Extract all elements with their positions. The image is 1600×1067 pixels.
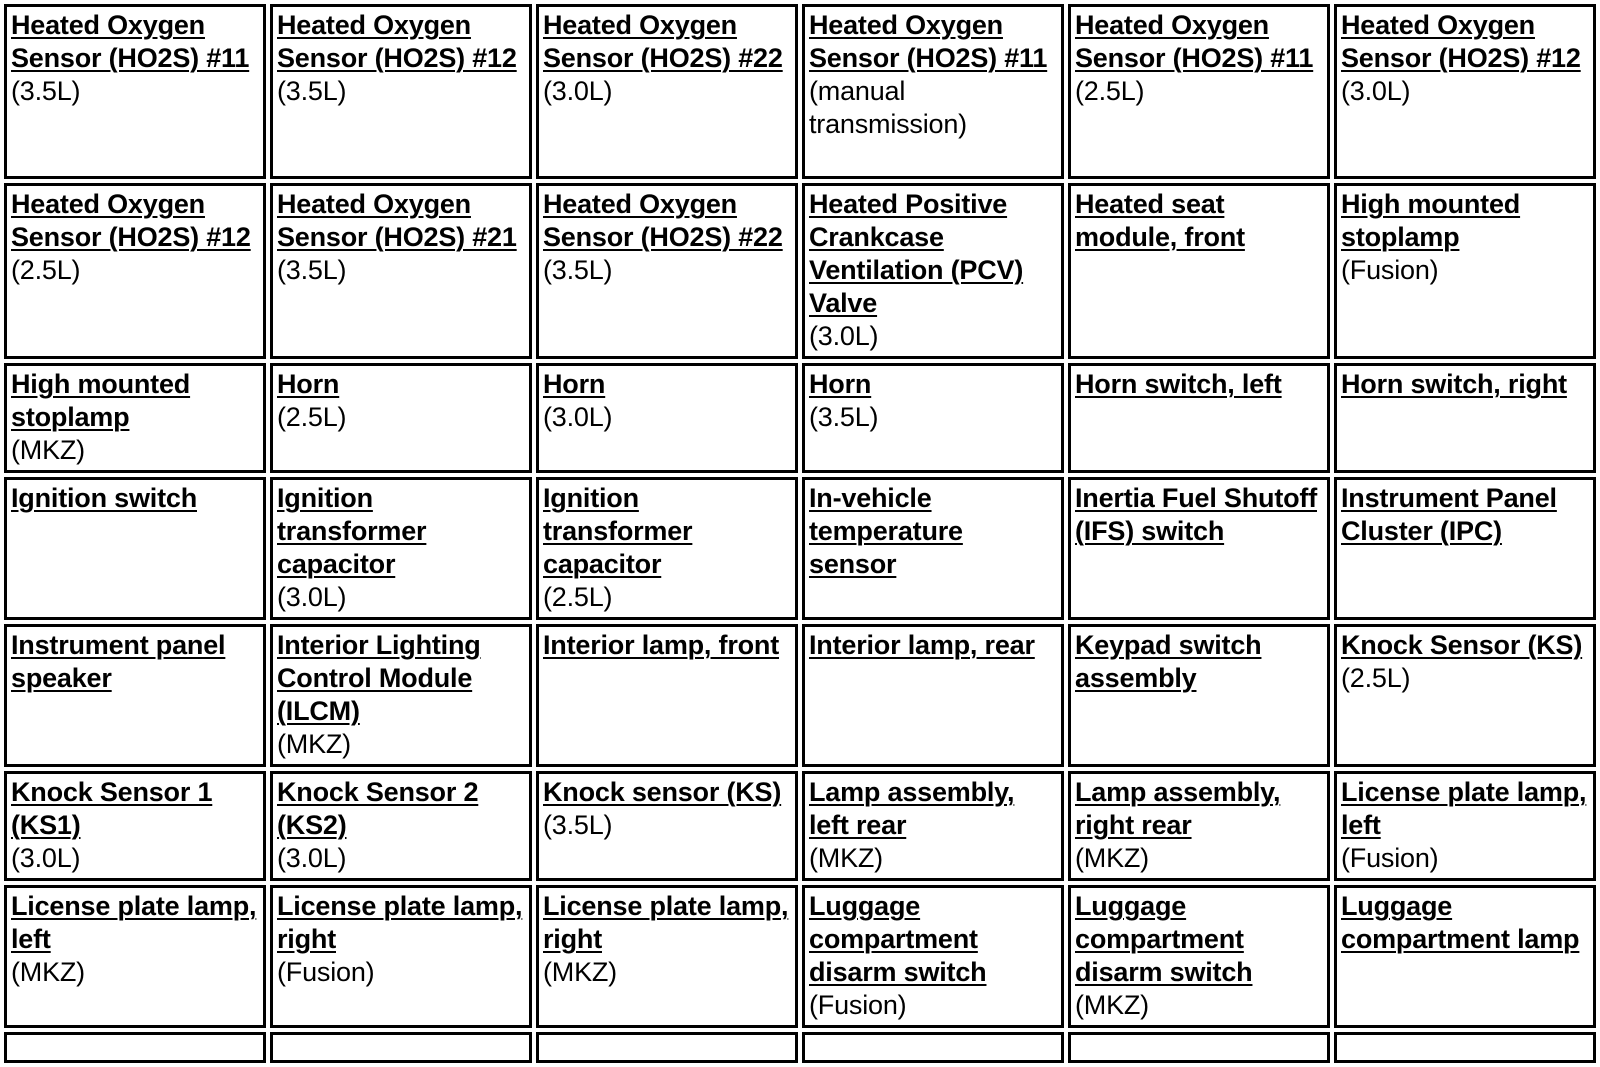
component-link[interactable]: License plate lamp, left (1341, 777, 1587, 840)
component-link[interactable]: Heated Oxygen Sensor (HO2S) #12 (277, 10, 517, 73)
table-cell (1334, 363, 1596, 473)
table-cell (1068, 4, 1330, 179)
component-link[interactable]: Horn (543, 369, 606, 399)
table-row (4, 624, 1596, 767)
component-link[interactable]: License plate lamp, right (543, 891, 789, 954)
component-link[interactable]: Ignition transformer capacitor (277, 483, 427, 579)
component-variant: (Fusion) (277, 957, 375, 987)
table-cell (802, 183, 1064, 359)
component-variant: (3.5L) (543, 255, 613, 285)
table-row (4, 4, 1596, 179)
table-cell (270, 771, 532, 881)
table-cell (802, 1032, 1064, 1063)
table-cell (270, 363, 532, 473)
table-row-partial (4, 1032, 1596, 1063)
component-variant: (3.0L) (277, 843, 347, 873)
component-link[interactable]: Horn switch, right (1341, 369, 1567, 399)
component-link[interactable]: Interior lamp, front (543, 630, 780, 660)
table-cell (1334, 4, 1596, 179)
table-cell (4, 477, 266, 620)
table-cell (1068, 1032, 1330, 1063)
component-variant: (2.5L) (1075, 76, 1145, 106)
table-cell (4, 4, 266, 179)
component-link[interactable]: Heated Oxygen Sensor (HO2S) #11 (1075, 10, 1314, 73)
component-link[interactable]: Luggage compartment disarm switch (809, 891, 987, 987)
table-cell (270, 4, 532, 179)
component-link[interactable]: Instrument Panel Cluster (IPC) (1341, 483, 1557, 546)
component-link[interactable]: Heated Oxygen Sensor (HO2S) #11 (11, 10, 250, 73)
component-variant: (3.0L) (1341, 76, 1411, 106)
component-variant: (2.5L) (11, 255, 81, 285)
component-link[interactable]: Ignition switch (11, 483, 197, 513)
table-cell (270, 885, 532, 1028)
component-variant: (MKZ) (1075, 843, 1149, 873)
component-variant: (3.5L) (809, 402, 879, 432)
component-link[interactable]: Interior Lighting Control Module (ILCM) (277, 630, 481, 726)
component-link[interactable]: Horn switch, left (1075, 369, 1282, 399)
component-variant: (2.5L) (1341, 663, 1411, 693)
table-cell (802, 4, 1064, 179)
component-link[interactable]: Knock Sensor (KS) (1341, 630, 1583, 660)
component-link[interactable]: Horn (277, 369, 340, 399)
component-link[interactable]: Heated Oxygen Sensor (HO2S) #22 (543, 10, 783, 73)
table-cell (802, 477, 1064, 620)
component-link[interactable]: Heated Oxygen Sensor (HO2S) #22 (543, 189, 783, 252)
component-link[interactable]: Inertia Fuel Shutoff (IFS) switch (1075, 483, 1317, 546)
table-cell (802, 624, 1064, 767)
table-cell (4, 1032, 266, 1063)
component-link[interactable]: Knock Sensor 1 (KS1) (11, 777, 213, 840)
component-link[interactable]: Heated Oxygen Sensor (HO2S) #21 (277, 189, 517, 252)
table-cell (1068, 624, 1330, 767)
table-cell (270, 624, 532, 767)
component-link[interactable]: Heated seat module, front (1075, 189, 1245, 252)
component-link[interactable]: Keypad switch assembly (1075, 630, 1262, 693)
component-link[interactable]: High mounted stoplamp (11, 369, 191, 432)
table-cell (1068, 363, 1330, 473)
component-variant: (MKZ) (543, 957, 617, 987)
component-link[interactable]: Luggage compartment disarm switch (1075, 891, 1253, 987)
component-link[interactable]: Horn (809, 369, 872, 399)
table-cell (270, 1032, 532, 1063)
table-cell (536, 4, 798, 179)
table-cell (4, 624, 266, 767)
table-cell (1334, 477, 1596, 620)
table-cell (536, 624, 798, 767)
table-cell (536, 477, 798, 620)
component-variant: (MKZ) (809, 843, 883, 873)
table-cell (1334, 624, 1596, 767)
component-variant: (MKZ) (277, 729, 351, 759)
component-variant: (manual transmission) (809, 76, 967, 139)
table-cell (270, 477, 532, 620)
table-cell (802, 771, 1064, 881)
component-variant: (3.0L) (277, 582, 347, 612)
component-variant: (Fusion) (1341, 255, 1439, 285)
component-variant: (Fusion) (809, 990, 907, 1020)
component-link[interactable]: Lamp assembly, left rear (809, 777, 1015, 840)
table-cell (1334, 183, 1596, 359)
table-cell (1068, 771, 1330, 881)
component-link[interactable]: Heated Positive Crankcase Ventilation (PCV) Valve (809, 189, 1024, 318)
table-cell (1334, 885, 1596, 1028)
component-link[interactable]: In-vehicle temperature sensor (809, 483, 963, 579)
table-cell (802, 363, 1064, 473)
component-variant: (3.5L) (277, 255, 347, 285)
table-cell (1334, 771, 1596, 881)
table-row (4, 771, 1596, 881)
component-variant: (3.0L) (543, 402, 613, 432)
component-variant: (3.5L) (11, 76, 81, 106)
table-cell (536, 1032, 798, 1063)
table-cell (4, 885, 266, 1028)
table-cell (802, 885, 1064, 1028)
component-link[interactable]: High mounted stoplamp (1341, 189, 1521, 252)
component-link[interactable]: Instrument panel speaker (11, 630, 226, 693)
table-cell (1068, 183, 1330, 359)
component-variant: (MKZ) (11, 957, 85, 987)
table-cell (1068, 477, 1330, 620)
component-link[interactable]: Heated Oxygen Sensor (HO2S) #12 (11, 189, 251, 252)
component-variant: (3.0L) (543, 76, 613, 106)
component-link[interactable]: Knock sensor (KS) (543, 777, 782, 807)
table-cell (270, 183, 532, 359)
table-row (4, 885, 1596, 1028)
table-row (4, 477, 1596, 620)
component-link[interactable]: Knock Sensor 2 (KS2) (277, 777, 479, 840)
table-cell (536, 885, 798, 1028)
component-variant: (MKZ) (1075, 990, 1149, 1020)
component-variant: (3.0L) (11, 843, 81, 873)
component-link[interactable]: Heated Oxygen Sensor (HO2S) #11 (809, 10, 1048, 73)
component-link[interactable]: Interior lamp, rear (809, 630, 1035, 660)
table-cell (1334, 1032, 1596, 1063)
component-variant: (Fusion) (1341, 843, 1439, 873)
table-cell (4, 771, 266, 881)
table-cell (536, 363, 798, 473)
component-link[interactable]: Lamp assembly, right rear (1075, 777, 1281, 840)
component-link[interactable]: Luggage compartment lamp (1341, 891, 1580, 954)
component-variant: (2.5L) (277, 402, 347, 432)
table-cell (1068, 885, 1330, 1028)
component-variant: (2.5L) (543, 582, 613, 612)
table-row (4, 363, 1596, 473)
component-link[interactable]: Ignition transformer capacitor (543, 483, 693, 579)
component-variant: (3.5L) (543, 810, 613, 840)
component-link[interactable]: License plate lamp, left (11, 891, 257, 954)
component-link[interactable]: Heated Oxygen Sensor (HO2S) #12 (1341, 10, 1581, 73)
table-cell (536, 771, 798, 881)
component-variant: (3.5L) (277, 76, 347, 106)
table-cell (4, 183, 266, 359)
component-variant: (3.0L) (809, 321, 879, 351)
table-cell (536, 183, 798, 359)
table-row (4, 183, 1596, 359)
component-variant: (MKZ) (11, 435, 85, 465)
component-link[interactable]: License plate lamp, right (277, 891, 523, 954)
table-cell (4, 363, 266, 473)
